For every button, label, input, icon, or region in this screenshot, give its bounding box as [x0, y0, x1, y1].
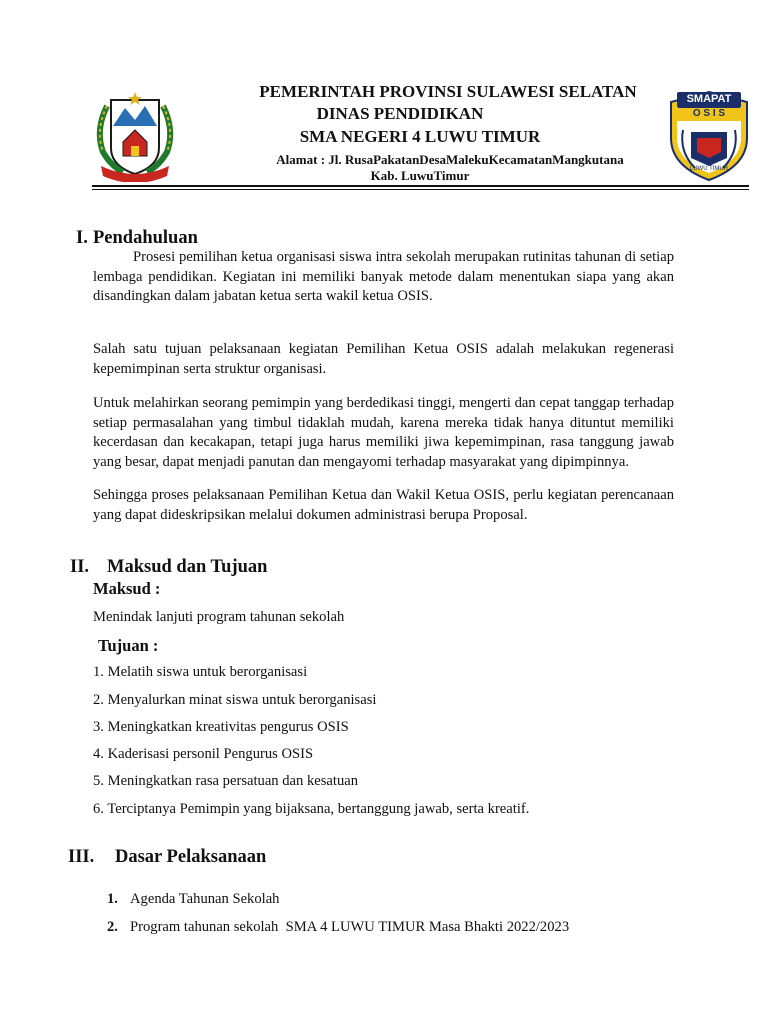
letterhead-divider-thin [92, 189, 749, 190]
tujuan-item: 4. Kaderisasi personil Pengurus OSIS [93, 746, 314, 762]
tujuan-item: 6. Terciptanya Pemimpin yang bijaksana, bertanggung jawab, serta kreatif. [93, 801, 530, 817]
maksud-label: Maksud : [93, 579, 161, 598]
tujuan-label: Tujuan : [98, 636, 159, 655]
dasar-item-text: Program tahunan sekolah SMA 4 LUWU TIMUR Masa Bhakti 2022/2023 [130, 919, 570, 935]
section-3-heading: Dasar Pelaksanaan [115, 847, 267, 867]
osis-badge-top-text: SMAPAT [686, 93, 732, 105]
section-1-number: I. [76, 228, 88, 248]
letterhead-department: DINAS PENDIDIKAN [316, 104, 484, 123]
section-1-paragraph-3: Untuk melahirkan seorang pemimpin yang berdedikasi tinggi, mengerti dan cepat tanggap terhadap setiap permasalahan yang timbul tidaklah mudah, karena mereka tidak hanya dituntut memiliki kecerdasan dan kecakapan, tetapi juga harus memiliki jiwa kepemimpinan, rasa tanggung jawab yang besar, dapat menjadi panutan dan mengayomi terhadap masyarakat yang dipimpinnya. [93, 395, 674, 470]
osis-badge-icon [665, 88, 753, 184]
section-1-heading: Pendahuluan [93, 228, 198, 248]
section-3-number: III. [68, 847, 95, 867]
letterhead-school: SMA NEGERI 4 LUWU TIMUR [299, 127, 541, 146]
section-2-heading: Maksud dan Tujuan [107, 557, 268, 577]
tujuan-item: 1. Melatih siswa untuk berorganisasi [93, 664, 308, 680]
tujuan-item: 2. Menyalurkan minat siswa untuk berorganisasi [93, 692, 377, 708]
letterhead-divider [92, 185, 749, 187]
dasar-item-text: Agenda Tahunan Sekolah [130, 891, 280, 907]
dasar-item-number: 1. [107, 891, 118, 907]
osis-badge-bottom-text: LUWU TIMUR [689, 166, 729, 172]
letterhead-address-line2: Kab. LuwuTimur [370, 168, 470, 183]
section-2-number: II. [70, 557, 90, 577]
letterhead-address: Alamat : Jl. RusaPakatanDesaMalekuKecamatanMangkutana [276, 152, 624, 167]
section-1-paragraph-2: Salah satu tujuan pelaksanaan kegiatan Pemilihan Ketua OSIS adalah melakukan regenerasi kepemimpinan serta struktur organisasi. [93, 341, 674, 377]
section-1-paragraph-1: Prosesi pemilihan ketua organisasi siswa intra sekolah merupakan rutinitas tahunan di setiap lembaga pendidikan. Kegiatan ini memiliki banyak metode dalam menentukan siapa yang akan disandingkan dalam jabatan ketua serta wakil ketua OSIS. [93, 249, 674, 304]
osis-badge-mid-text: O S I S [692, 108, 726, 119]
maksud-text: Menindak lanjuti program tahunan sekolah [93, 609, 345, 625]
dasar-item-number: 2. [107, 919, 118, 935]
tujuan-item: 5. Meningkatkan rasa persatuan dan kesatuan [93, 773, 359, 789]
letterhead-government: PEMERINTAH PROVINSI SULAWESI SELATAN [259, 82, 637, 101]
section-1-paragraph-4: Sehingga proses pelaksanaan Pemilihan Ketua dan Wakil Ketua OSIS, perlu kegiatan perencanaan yang dapat dideskripsikan melalui dokumen administrasi berupa Proposal. [93, 487, 674, 523]
tujuan-item: 3. Meningkatkan kreativitas pengurus OSIS [93, 719, 349, 735]
